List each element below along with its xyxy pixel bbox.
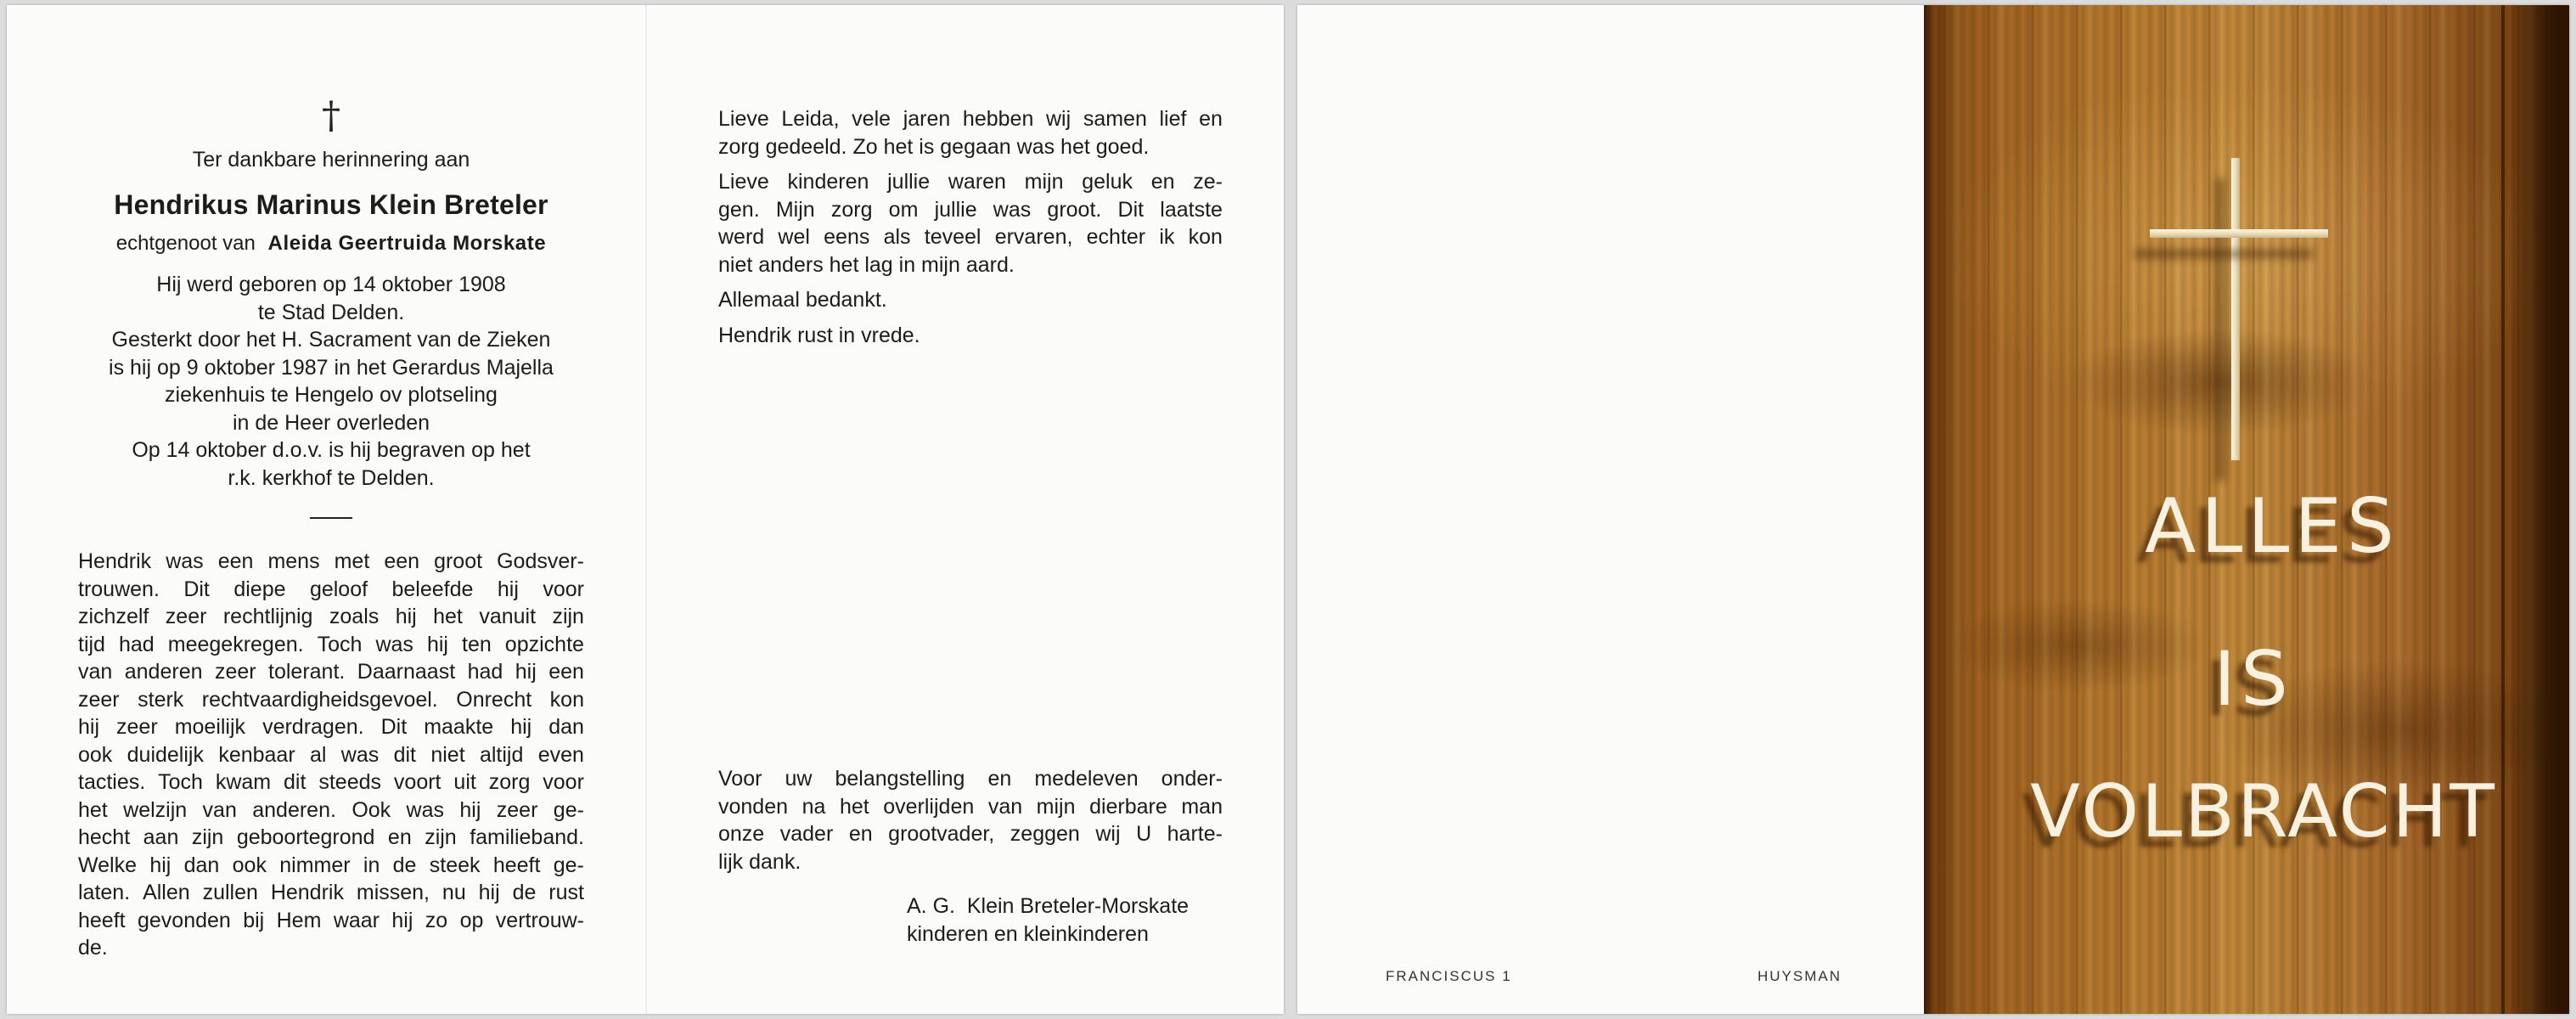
spouse-line (78, 230, 584, 258)
farewell-message (718, 105, 1223, 349)
thanks-line: lijk dank. (718, 849, 801, 874)
farewell-line: gen. Mijn zorg om jullie was groot. Dit laatste (718, 197, 1223, 222)
farewell-line: Lieve Leida, vele jaren hebben wij samen lief en (718, 107, 1223, 131)
biography (78, 271, 584, 492)
farewell-line: Lieve kinderen jullie waren mijn geluk en ze- (718, 170, 1223, 194)
card-fold (645, 5, 647, 1014)
tribute-line: tacties. Toch kwam dit steeds voort uit zorg voor (78, 770, 584, 794)
cover-word: VOLBRACHT (2030, 769, 2497, 854)
cover-word: ALLES (2145, 482, 2399, 570)
tribute-line: de. (78, 936, 108, 960)
tribute-line: hij zeer moeilijk verdragen. Dit maakte hij dan (78, 715, 584, 739)
bio-line: te Stad Delden. (257, 300, 405, 324)
tribute-line: zeer sterk rechtvaardigheidsgevoel. Onrecht kon (78, 687, 584, 712)
outer-card-spread (1297, 5, 2569, 1014)
printer-name: HUYSMAN (1758, 968, 1842, 984)
tribute-line: tijd had meegekregen. Toch was hij ten opzichte (78, 632, 584, 656)
thanks-text (718, 765, 1223, 875)
farewell-line: Hendrik rust in vrede. (718, 323, 920, 347)
tribute-line: heeft gevonden bij Hem waar hij zo op vertrouw- (78, 908, 584, 932)
tribute-line: zichzelf zeer rechtlijnig zoals hij het vanuit zijn (78, 605, 584, 628)
separator-line (310, 517, 352, 519)
bio-line: ziekenhuis te Hengelo ov plotseling (165, 383, 498, 407)
inner-card-spread (7, 5, 1284, 1014)
memorial-page (78, 94, 584, 962)
farewell-line: zorg gedeeld. Zo het is gegaan was het goed. (718, 134, 1150, 159)
bio-line: Op 14 oktober d.o.v. is hij begraven op het (132, 438, 531, 462)
intro-text: Ter dankbare herinnering aan (192, 148, 470, 172)
deceased-name: Hendrikus Marinus Klein Breteler (114, 189, 548, 220)
spouse-prefix: echtgenoot van (115, 231, 256, 255)
publisher-series: FRANCISCUS 1 (1386, 968, 1512, 984)
signature (907, 892, 1189, 948)
cross-icon: † (322, 94, 340, 138)
bio-line: Hij werd geboren op 14 oktober 1908 (156, 273, 506, 296)
farewell-line: niet anders het lag in mijn aard. (718, 252, 1015, 277)
tribute-text (78, 548, 584, 962)
cover-cross-icon (2231, 158, 2240, 460)
tribute-line: ook duidelijk kenbaar al was dit niet altijd even (78, 742, 584, 767)
bio-line: is hij op 9 oktober 1987 in het Gerardus Majella (109, 355, 554, 380)
thanks-line: Voor uw belangstelling en medeleven onder- (718, 767, 1223, 791)
tribute-line: hecht aan zijn geboortegrond en zijn familieband. (78, 825, 584, 849)
farewell-line: Allemaal bedankt. (718, 288, 887, 312)
cover-wood-panel (1924, 5, 2569, 1014)
cover-word: IS (2213, 635, 2293, 723)
signature-name: A. G. Klein Breteler-Morskate (907, 894, 1190, 918)
bio-line: r.k. kerkhof te Delden. (228, 465, 435, 490)
bio-line: in de Heer overleden (232, 410, 430, 435)
tribute-line: Welke hij dan ook nimmer in de steek heeft ge- (78, 853, 584, 877)
signature-family: kinderen en kleinkinderen (907, 921, 1149, 946)
bio-line: Gesterkt door het H. Sacrament van de Zieken (111, 328, 551, 352)
farewell-line: werd wel eens als teveel ervaren, echter ik kon (718, 225, 1223, 249)
thanks-line: vonden na het overlijden van mijn dierbare man (718, 794, 1223, 819)
tribute-line: trouwen. Dit diepe geloof beleefde hij voor (78, 577, 584, 601)
tribute-line: het welzijn van anderen. Ook was hij zeer ge- (78, 797, 584, 822)
tribute-line: van anderen zeer tolerant. Daarnaast had hij een (78, 660, 584, 684)
spouse-name: Aleida Geertruida Morskate (267, 231, 547, 255)
tribute-line: Hendrik was een mens met een groot Godsver- (78, 549, 584, 573)
thanks-line: onze vader en grootvader, zeggen wij U harte- (718, 822, 1223, 846)
tribute-line: laten. Allen zullen Hendrik missen, nu hij de rust (78, 881, 584, 904)
